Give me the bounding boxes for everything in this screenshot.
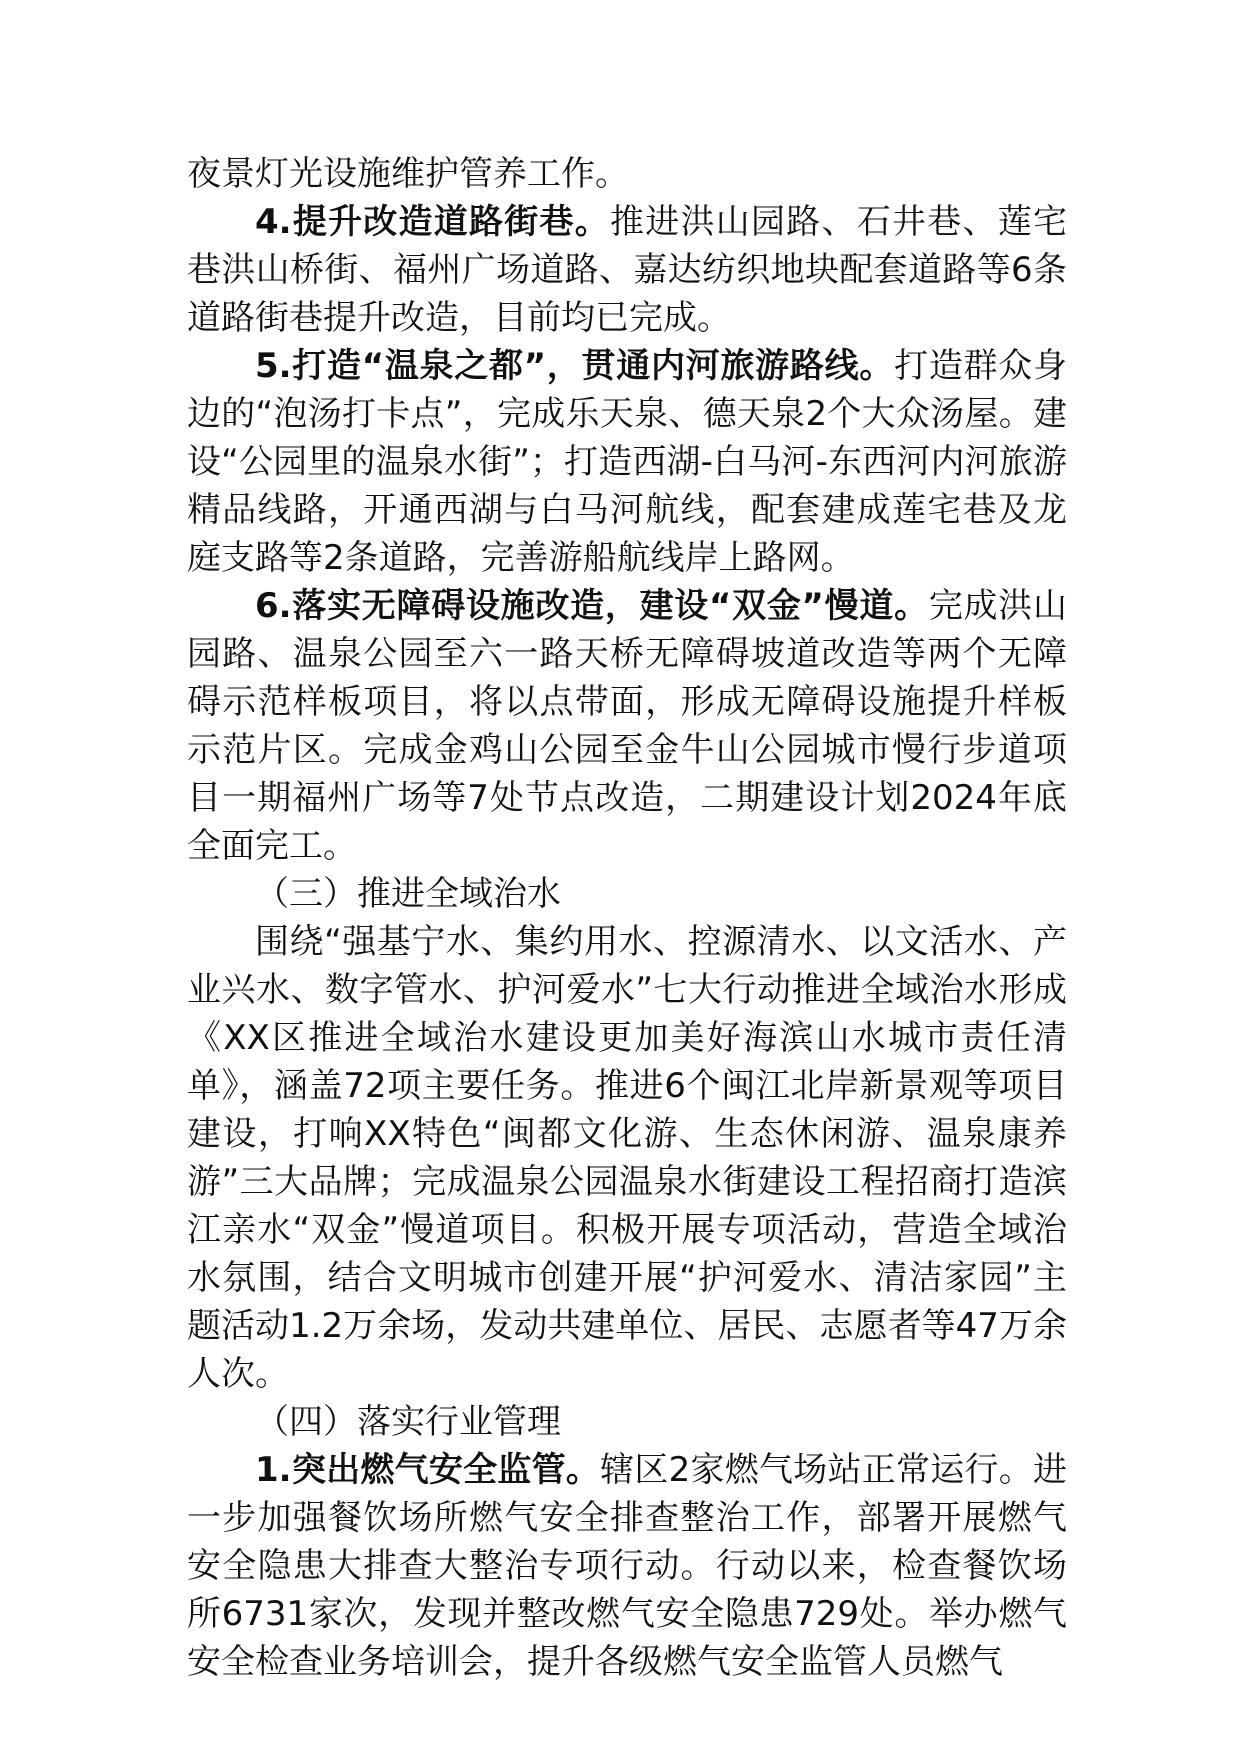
paragraph-item-1	[187, 1446, 1067, 1686]
section-heading-4: （四）落实行业管理	[255, 1402, 561, 1442]
paragraph-text: 夜景灯光设施维护管养工作。	[187, 154, 629, 194]
paragraph-text: 围绕“强基宁水、集约用水、控源清水、以文活水、产业兴水、数字管水、护河爱水”七大行动推进全域治水形成《XX区推进全域治水建设更加美好海滨山水城市责任清单》，涵盖72项主要任务。推进6个闽江北岸新景观等项目建设，打响XX特色“闽都文化游、生态休闲游、温泉康养游”三大品牌；完成温泉公园温泉水街建设工程招商打造滨江亲水“双金”慢道项目。积极开展专项活动，营造全域治水氛围，结合文明城市创建开展“护河爱水、清洁家园”主题活动1.2万余场，发动共建单位、居民、志愿者等47万余人次。	[187, 922, 1067, 1394]
item-heading: 1.突出燃气安全监管。	[255, 1450, 601, 1490]
item-heading: 6.落实无障碍设施改造，建设“双金”慢道。	[255, 586, 929, 626]
paragraph-text: 辖区2家燃气场站正常运行。进一步加强餐饮场所燃气安全排查整治工作，部署开展燃气安全隐患大排查大整治专项行动。行动以来，检查餐饮场所6731家次，发现并整改燃气安全隐患729处。举办燃气安全检查业务培训会，提升各级燃气安全监管人员燃气	[187, 1450, 1067, 1682]
paragraph-text: 打造群众身边的“泡汤打卡点”，完成乐天泉、德天泉2个大众汤屋。建设“公园里的温泉水街”；打造西湖-白马河-东西河内河旅游精品线路，开通西湖与白马河航线，配套建成莲宅巷及龙庭支路等2条道路，完善游船航线岸上路网。	[187, 346, 1068, 578]
paragraph-item-6	[187, 582, 1067, 870]
paragraph-item-4	[187, 198, 1067, 342]
item-heading: 4.提升改造道路街巷。	[255, 202, 611, 242]
paragraph-item-5	[187, 342, 1067, 582]
paragraph-water-governance	[187, 918, 1067, 1398]
paragraph-text: 完成洪山园路、温泉公园至六一路天桥无障碍坡道改造等两个无障碍示范样板项目，将以点带面，形成无障碍设施提升样板示范片区。完成金鸡山公园至金牛山公园城市慢行步道项目一期福州广场等7处节点改造，二期建设计划2024年底全面完工。	[187, 586, 1068, 866]
paragraph-text: 推进洪山园路、石井巷、莲宅巷洪山桥街、福州广场道路、嘉达纺织地块配套道路等6条道路街巷提升改造，目前均已完成。	[187, 202, 1068, 338]
paragraph-continuation	[187, 150, 1067, 198]
item-heading: 5.打造“温泉之都”，贯通内河旅游路线。	[255, 346, 895, 386]
document-page	[187, 150, 1067, 1686]
section-heading-3: （三）推进全域治水	[255, 874, 561, 914]
